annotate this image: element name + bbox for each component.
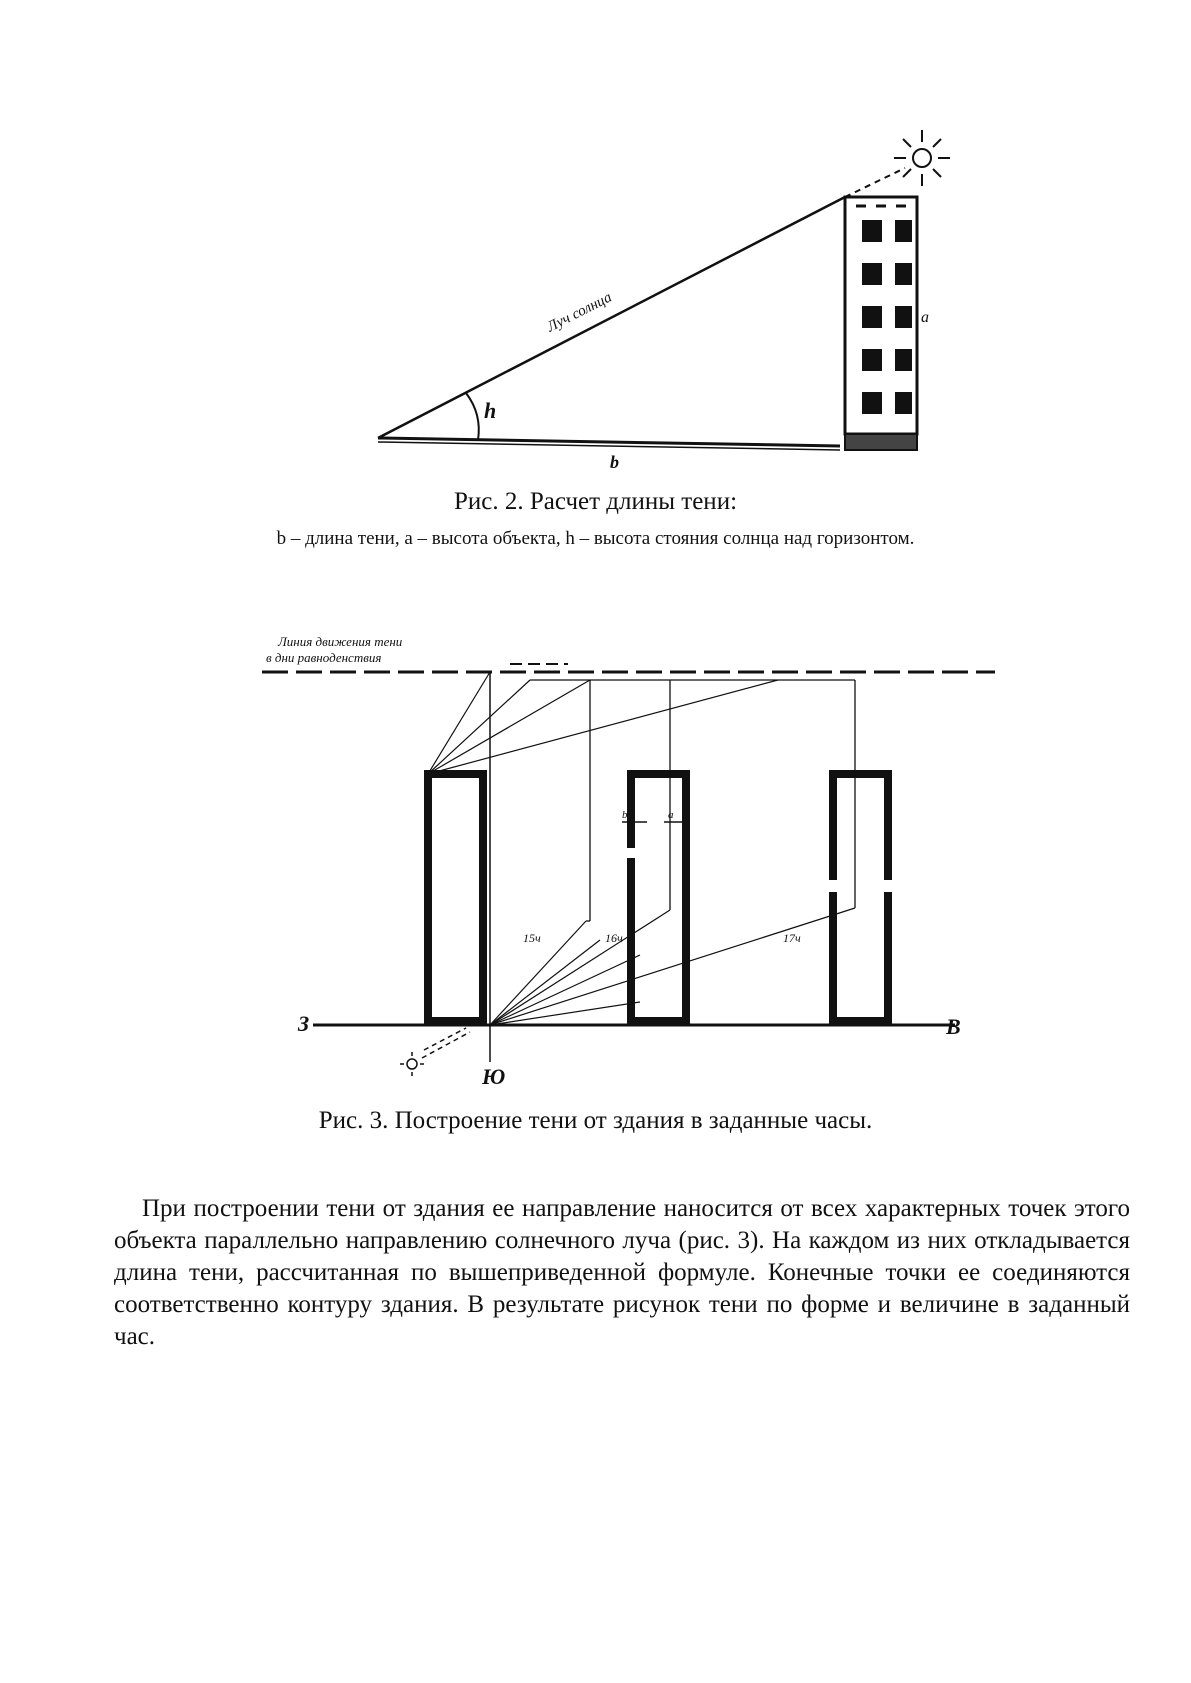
building-1 xyxy=(428,774,483,1021)
hour-label-15: 15ч xyxy=(523,931,541,945)
movement-line-label-1: Линия движения тени xyxy=(278,634,403,649)
ray-label: Луч солнца xyxy=(544,289,615,336)
figure-2-legend: b – длина тени, a – высота объекта, h – высота стояния солнца над горизонтом. xyxy=(276,528,915,549)
small-sun-icon xyxy=(400,1028,470,1076)
south-label: Ю xyxy=(482,1064,506,1089)
figure-3-caption: Рис. 3. Построение тени от здания в заданные часы. xyxy=(318,1107,873,1134)
angle-label: h xyxy=(484,398,497,423)
hour-label-16: 16ч xyxy=(605,931,623,945)
dim-label-b: b xyxy=(622,809,628,821)
hour-label-17: 17ч xyxy=(783,931,801,945)
dim-label-a: a xyxy=(668,809,674,821)
projection-lines xyxy=(586,680,855,921)
east-label: В xyxy=(946,1014,961,1039)
shadow-label: b xyxy=(610,452,619,472)
building-2 xyxy=(631,774,686,1021)
body-paragraph: При построении тени от здания ее направление наносится от всех характерных точек этого объекта параллельно направлению солнечного луча (рис. 3). На каждом из них откладывается длина тени, рассчитанная по вышеприведенной формуле. Конечные точки ее соединяются соответственно контуру здания. В результате рисунок тени по форме и величине в заданный час. xyxy=(114,1195,1130,1350)
height-label: a xyxy=(921,309,929,326)
shadow-rays xyxy=(490,908,855,1025)
top-rays xyxy=(428,672,855,774)
movement-line-label-2: в дни равноденствия xyxy=(266,650,382,665)
figure-2-caption: Рис. 2. Расчет длины тени: xyxy=(453,488,738,515)
west-label: З xyxy=(298,1011,310,1036)
building-3 xyxy=(833,774,888,1021)
